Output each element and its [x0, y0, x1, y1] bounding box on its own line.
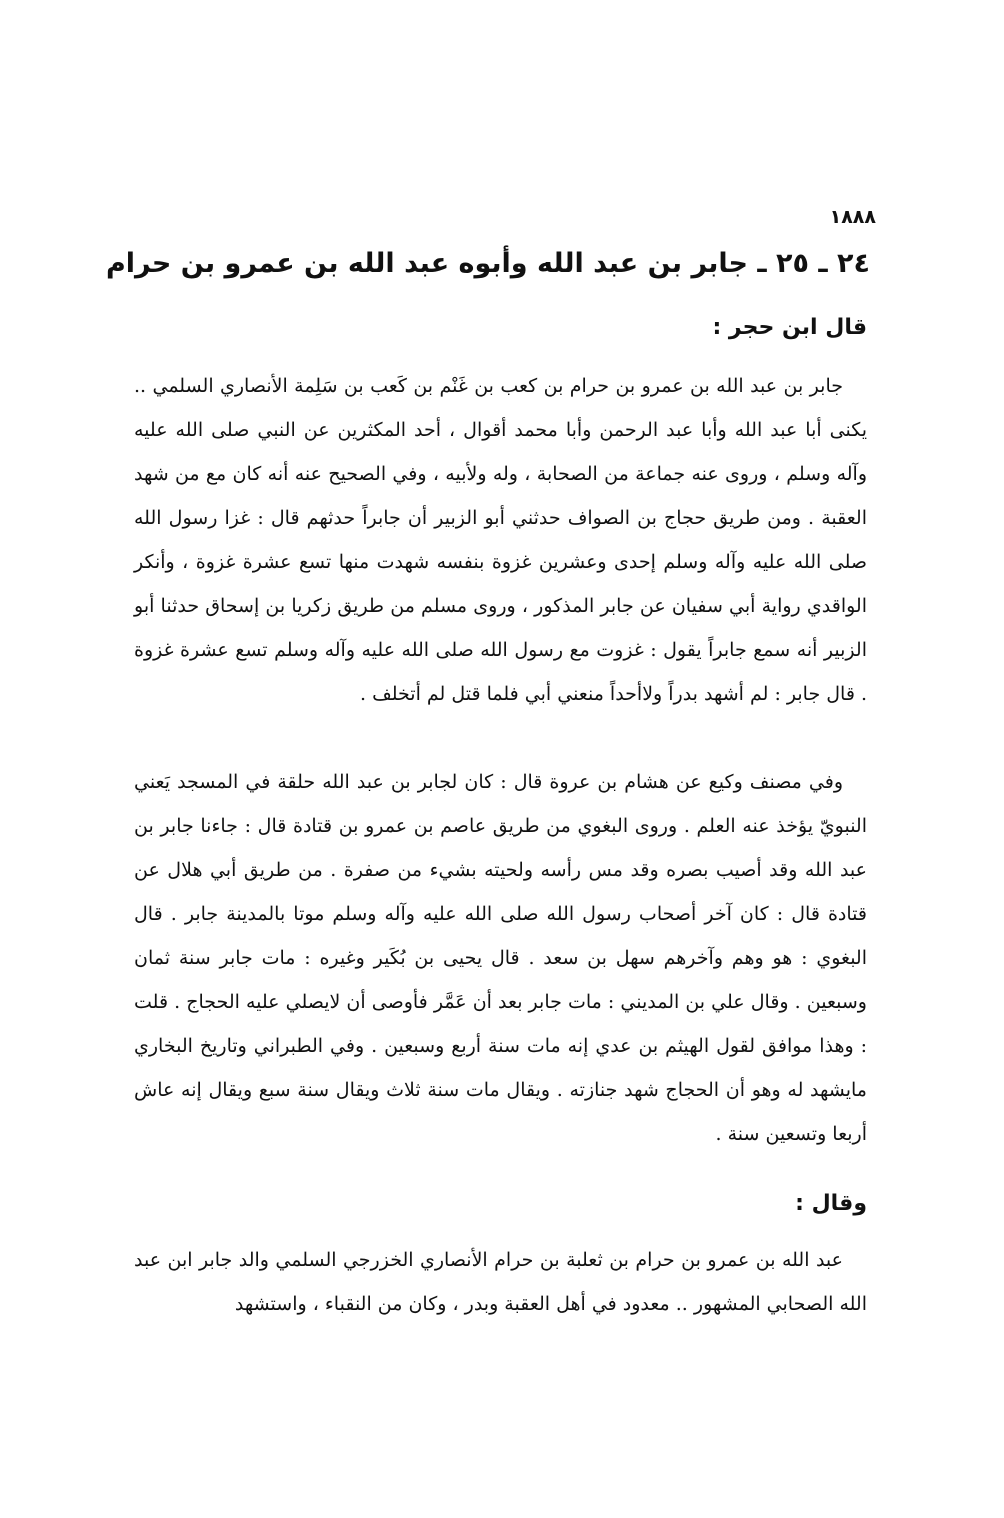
section-heading-wa-qal: وقال : [795, 1191, 867, 1216]
paragraph-abdullah-biography: عبد الله بن عمرو بن حرام بن ثعلبة بن حرام الأنصاري الخزرجي السلمي والد جابر ابن عبد الله الصحابي المشهور .. معدود في أهل العقبة وبدر ، وكان من النقباء ، واستشهد [134, 1249, 867, 1315]
section-heading-ibn-hajar: قال ابن حجر : [712, 315, 867, 340]
chapter-title: ٢٤ ـ ٢٥ ـ جابر بن عبد الله وأبوه عبد الله بن عمرو بن حرام [106, 248, 870, 279]
paragraph-jabir-death: وفي مصنف وكيع عن هشام بن عروة قال : كان لجابر بن عبد الله حلقة في المسجد يَعني النبويّ يؤخذ عنه العلم . وروى البغوي من طريق عاصم بن عمرو بن قتادة قال : جاءنا جابر بن عبد الله وقد أصيب بصره وقد مس رأسه ولحيته بشيء من صفرة . من طريق أبي هلال عن قتادة قال : كان آخر أصحاب رسول الله صلى الله عليه وآله وسلم موتا بالمدينة جابر . قال البغوي : هو وهم وآخرهم سهل بن سعد . قال يحيى بن بُكَير وغيره : مات جابر سنة ثمان وسبعين . وقال علي بن المديني : مات جابر بعد أن عَمَّر فأوصى أن لايصلي عليه الحجاج . قلت : وهذا موافق لقول الهيثم بن عدي إنه مات سنة أربع وسبعين . وفي الطبراني وتاريخ البخاري مايشهد له وهو أن الحجاج شهد جنازته . ويقال مات سنة ثلاث ويقال سنة سبع ويقال إنه عاش أربعا وتسعين سنة . [134, 771, 867, 1145]
paragraph-jabir-biography: جابر بن عبد الله بن عمرو بن حرام بن كعب بن غَنْم بن كَعب بن سَلِمة الأنصاري السلمي .. يكنى أبا عبد الله وأبا عبد الرحمن وأبا محمد أقوال ، أحد المكثرين عن النبي صلى الله عليه وآله وسلم ، وروى عنه جماعة من الصحابة ، وله ولأبيه ، وفي الصحيح عنه أنه كان مع من شهد العقبة . ومن طريق حجاج بن الصواف حدثني أبو الزبير أن جابراً حدثهم قال : غزا رسول الله صلى الله عليه وآله وسلم إحدى وعشرين غزوة بنفسه شهدت منها تسع عشرة غزوة ، وأنكر الواقدي رواية أبي سفيان عن جابر المذكور ، وروى مسلم من طريق زكريا بن إسحاق حدثنا أبو الزبير أنه سمع جابراً يقول : غزوت مع رسول الله صلى الله عليه وآله وسلم تسع عشرة غزوة . قال جابر : لم أشهد بدراً ولاأحداً منعني أبي فلما قتل لم أتخلف . [134, 375, 867, 705]
page-number: ١٨٨٨ [829, 206, 876, 228]
